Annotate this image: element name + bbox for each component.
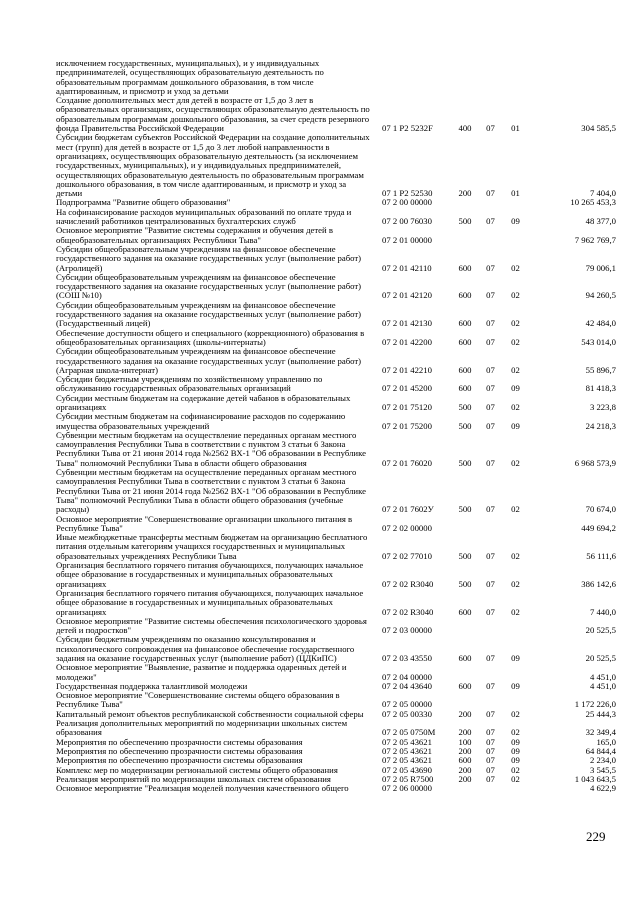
cell-sum: 165,0 bbox=[596, 736, 616, 747]
cell-vr: 500 bbox=[458, 420, 472, 431]
table-row bbox=[56, 375, 616, 394]
cell-sum: 4 622,9 bbox=[589, 783, 616, 794]
cell-sum: 42 484,0 bbox=[585, 318, 616, 329]
cell-vr: 100 bbox=[458, 736, 472, 747]
cell-vr: 500 bbox=[458, 401, 472, 412]
table-row bbox=[56, 394, 616, 413]
table-row bbox=[56, 412, 616, 431]
cell-code: 07 2 05 00000 bbox=[382, 699, 432, 710]
cell-pr: 02 bbox=[511, 773, 520, 784]
cell-sum: 3 545,5 bbox=[589, 764, 616, 775]
cell-rz: 07 bbox=[486, 401, 495, 412]
cell-pr: 09 bbox=[511, 383, 520, 394]
table-row bbox=[56, 133, 616, 198]
cell-rz: 07 bbox=[486, 457, 495, 468]
cell-code: 07 2 05 00330 bbox=[382, 708, 432, 719]
table-row bbox=[56, 273, 616, 301]
cell-code: 07 1 P2 5232F bbox=[382, 123, 433, 134]
cell-name: Субсидии бюджетным учреждениям по оказанию консультирования и психологического сопровождения на финансовое обеспечение государственного задания на оказание государственных услуг (выполнение работ) (ЦДКиПС) bbox=[56, 634, 355, 663]
cell-name: Субсидии общеобразовательным учреждениям на финансовое обеспечение государственного задания на оказание государственных услуг (выполнение работ) (Агролицей) bbox=[56, 243, 362, 273]
cell-vr: 200 bbox=[458, 188, 472, 199]
cell-name: Создание дополнительных мест для детей в возрасте от 1,5 до 3 лет в образовательных организациях, осуществляющих образовательную деятельность по образовательным программам дошкольного образования, за счет средств резервного фонда Правительства Российской Федерации bbox=[56, 95, 370, 134]
cell-vr: 200 bbox=[458, 773, 472, 784]
cell-sum: 48 377,0 bbox=[585, 216, 616, 227]
cell-sum: 543 014,0 bbox=[581, 336, 616, 347]
cell-sum: 1 043 643,5 bbox=[574, 773, 616, 784]
table-row bbox=[56, 561, 616, 589]
cell-code: 07 2 01 45200 bbox=[382, 383, 432, 394]
cell-rz: 07 bbox=[486, 764, 495, 775]
budget-table bbox=[56, 59, 616, 793]
table-row bbox=[56, 533, 616, 561]
cell-name: Иные межбюджетные трансферты местным бюджетам на организацию бесплатного питания отдельным категориям учащихся государственных и муниципальных образовательных учреждениях Республики Тыва bbox=[56, 532, 368, 561]
cell-sum: 20 525,5 bbox=[585, 625, 616, 636]
cell-pr: 02 bbox=[511, 364, 520, 375]
cell-code: 07 2 01 76020 bbox=[382, 457, 432, 468]
cell-sum: 449 694,2 bbox=[581, 522, 616, 533]
cell-code: 07 2 02 77010 bbox=[382, 550, 432, 561]
cell-name: Подпрограмма "Развитие общего образования" bbox=[56, 197, 231, 208]
cell-vr: 600 bbox=[458, 383, 472, 394]
cell-pr: 02 bbox=[511, 578, 520, 589]
cell-pr: 02 bbox=[511, 336, 520, 347]
table-row bbox=[56, 347, 616, 375]
cell-name: Реализация мероприятий по модернизации школьных систем образования bbox=[56, 773, 331, 784]
cell-sum: 7 404,0 bbox=[589, 188, 616, 199]
table-row bbox=[56, 329, 616, 348]
cell-sum: 79 006,1 bbox=[585, 262, 616, 273]
cell-sum: 3 223,8 bbox=[589, 401, 616, 412]
cell-sum: 10 265 453,3 bbox=[570, 197, 616, 208]
cell-vr: 600 bbox=[458, 653, 472, 663]
table-row bbox=[56, 59, 616, 96]
cell-pr: 09 bbox=[511, 745, 520, 756]
cell-sum: 4 451,0 bbox=[589, 671, 616, 682]
cell-code: 07 2 01 00000 bbox=[382, 234, 432, 245]
cell-sum: 20 525,5 bbox=[585, 653, 616, 663]
cell-pr: 02 bbox=[511, 550, 520, 561]
cell-pr: 09 bbox=[511, 755, 520, 766]
cell-code: 07 2 01 42120 bbox=[382, 290, 432, 301]
cell-sum: 4 451,0 bbox=[589, 680, 616, 691]
cell-sum: 1 172 226,0 bbox=[574, 699, 616, 710]
cell-name: исключением государственных, муниципальных), и у индивидуальных предпринимателей, осуществляющих образовательную деятельность по образовательным программам дошкольного образования, в том числе адаптированным, и присмотр и уход за детьми bbox=[56, 58, 324, 96]
cell-name: Мероприятия по обеспечению прозрачности системы образования bbox=[56, 755, 303, 766]
cell-pr: 02 bbox=[511, 290, 520, 301]
cell-name: Субсидии бюджетным учреждениям по хозяйственному управлению по обслуживанию государственных образовательных организаций bbox=[56, 374, 323, 394]
table-row bbox=[56, 784, 616, 793]
cell-code: 07 2 05 0750М bbox=[382, 727, 436, 738]
table-row bbox=[56, 96, 616, 133]
cell-vr: 200 bbox=[458, 745, 472, 756]
cell-code: 07 2 02 00000 bbox=[382, 522, 432, 533]
cell-rz: 07 bbox=[486, 680, 495, 691]
cell-name: Организация бесплатного горячего питания обучающихся, получающих начальное общее образование в государственных и муниципальных образовательных организациях bbox=[56, 560, 364, 589]
cell-rz: 07 bbox=[486, 290, 495, 301]
cell-pr: 02 bbox=[511, 764, 520, 775]
table-row bbox=[56, 468, 616, 514]
cell-rz: 07 bbox=[486, 606, 495, 617]
cell-pr: 02 bbox=[511, 708, 520, 719]
cell-pr: 02 bbox=[511, 318, 520, 329]
cell-code: 07 2 01 75200 bbox=[382, 420, 432, 431]
cell-pr: 02 bbox=[511, 727, 520, 738]
table-row bbox=[56, 617, 616, 636]
table-row bbox=[56, 719, 616, 738]
cell-pr: 01 bbox=[511, 123, 520, 134]
cell-code: 07 2 01 7602У bbox=[382, 504, 434, 515]
cell-code: 07 2 01 42130 bbox=[382, 318, 432, 329]
cell-sum: 7 962 769,7 bbox=[574, 234, 616, 245]
cell-name: Субсидии общеобразовательным учреждениям на финансовое обеспечение государственного задания на оказание государственных услуг (выполнение работ) (СОШ №10) bbox=[56, 271, 362, 301]
cell-sum: 7 440,0 bbox=[589, 606, 616, 617]
cell-vr: 200 bbox=[458, 708, 472, 719]
cell-code: 07 2 02 R3040 bbox=[382, 606, 434, 617]
table-row bbox=[56, 663, 616, 682]
cell-pr: 09 bbox=[511, 653, 520, 663]
cell-rz: 07 bbox=[486, 736, 495, 747]
cell-pr: 09 bbox=[511, 680, 520, 691]
table-row bbox=[56, 431, 616, 468]
cell-code: 07 2 04 00000 bbox=[382, 671, 432, 682]
cell-sum: 55 896,7 bbox=[585, 364, 616, 375]
cell-rz: 07 bbox=[486, 653, 495, 663]
cell-vr: 500 bbox=[458, 550, 472, 561]
cell-rz: 07 bbox=[486, 755, 495, 766]
cell-name: Основное мероприятие "Реализация моделей получения качественного общего bbox=[56, 783, 349, 794]
cell-code: 07 2 06 00000 bbox=[382, 783, 432, 794]
cell-code: 07 2 03 00000 bbox=[382, 625, 432, 636]
table-row bbox=[56, 208, 616, 227]
cell-rz: 07 bbox=[486, 773, 495, 784]
cell-vr: 600 bbox=[458, 262, 472, 273]
cell-rz: 07 bbox=[486, 727, 495, 738]
cell-vr: 600 bbox=[458, 318, 472, 329]
cell-pr: 09 bbox=[511, 420, 520, 431]
cell-rz: 07 bbox=[486, 420, 495, 431]
cell-sum: 25 444,3 bbox=[585, 708, 616, 719]
cell-code: 07 2 04 43640 bbox=[382, 680, 432, 691]
cell-vr: 200 bbox=[458, 764, 472, 775]
cell-code: 07 2 03 43550 bbox=[382, 653, 432, 663]
cell-pr: 02 bbox=[511, 457, 520, 468]
cell-rz: 07 bbox=[486, 262, 495, 273]
cell-vr: 500 bbox=[458, 578, 472, 589]
cell-vr: 600 bbox=[458, 680, 472, 691]
cell-pr: 09 bbox=[511, 736, 520, 747]
cell-name: Государственная поддержка талантливой молодежи bbox=[56, 680, 248, 691]
cell-code: 07 2 01 42110 bbox=[382, 262, 432, 273]
cell-sum: 304 585,5 bbox=[581, 123, 616, 134]
cell-name: Основное мероприятие "Совершенствование организации школьного питания в Республике Тыва" bbox=[56, 513, 353, 533]
table-row bbox=[56, 226, 616, 245]
page-number: 229 bbox=[586, 829, 606, 844]
cell-sum: 64 844,4 bbox=[585, 745, 616, 756]
cell-rz: 07 bbox=[486, 318, 495, 329]
cell-rz: 07 bbox=[486, 745, 495, 756]
cell-name: Мероприятия по обеспечению прозрачности системы образования bbox=[56, 736, 303, 747]
cell-code: 07 2 01 75120 bbox=[382, 401, 432, 412]
cell-rz: 07 bbox=[486, 123, 495, 134]
cell-name: Субсидии общеобразовательным учреждениям на финансовое обеспечение государственного задания на оказание государственных услуг (выполнение работ) (Аграрная школа-интернат) bbox=[56, 346, 362, 375]
cell-name: Основное мероприятие "Развитие системы обеспечения психологического здоровья детей и подростков" bbox=[56, 615, 367, 636]
cell-vr: 200 bbox=[458, 727, 472, 738]
cell-code: 07 2 01 42200 bbox=[382, 336, 432, 347]
cell-sum: 56 111,6 bbox=[586, 550, 616, 561]
cell-vr: 400 bbox=[458, 123, 472, 134]
cell-vr: 600 bbox=[458, 755, 472, 766]
cell-name: Основное мероприятие "Выявление, развитие и поддержка одаренных детей и молодежи" bbox=[56, 662, 347, 682]
cell-name: Основное мероприятие "Развитие системы содержания и обучения детей в общеобразовательных организациях Республики Тыва" bbox=[56, 225, 333, 245]
cell-name: Субвенции местным бюджетам на осуществление переданных органам местного самоуправления Республики Тыва в соответствии с пунктом 3 статьи 6 Закона Республики Тыва от 21 июня 2014 года №2562 ВХ-1 "Об образовании в Республике Тыва" полномочий Республики Тыва в области общего образования (учебные расходы) bbox=[56, 467, 366, 515]
cell-name: Субсидии общеобразовательным учреждениям на финансовое обеспечение государственного задания на оказание государственных услуг (выполнение работ) (Государственный лицей) bbox=[56, 299, 362, 329]
table-row bbox=[56, 635, 616, 663]
cell-code: 07 2 05 43621 bbox=[382, 736, 432, 747]
cell-name: Организация бесплатного горячего питания обучающихся, получающих начальное общее образование в государственных и муниципальных образовательных организациях bbox=[56, 587, 364, 617]
cell-name: Капитальный ремонт объектов республиканской собственности социальной сферы bbox=[56, 708, 364, 719]
cell-name: Субвенции местным бюджетам на осуществление переданных органам местного самоуправления Республики Тыва в соответствии с пунктом 3 статьи 6 Закона Республики Тыва от 21 июня 2014 года №2562 ВХ-1 "Об образовании в Республике Тыва" полномочий Республики Тыва в области общего образования bbox=[56, 429, 366, 468]
cell-name: Комплекс мер по модернизации региональной системы общего образования bbox=[56, 764, 338, 775]
cell-pr: 02 bbox=[511, 504, 520, 515]
cell-name: Основное мероприятие "Совершенствование системы общего образования в Республике Тыва" bbox=[56, 690, 340, 710]
cell-rz: 07 bbox=[486, 578, 495, 589]
cell-pr: 01 bbox=[511, 188, 520, 199]
cell-rz: 07 bbox=[486, 708, 495, 719]
cell-rz: 07 bbox=[486, 383, 495, 394]
cell-sum: 32 349,4 bbox=[585, 727, 616, 738]
cell-vr: 600 bbox=[458, 364, 472, 375]
cell-vr: 500 bbox=[458, 457, 472, 468]
cell-sum: 6 968 573,9 bbox=[574, 457, 616, 468]
cell-rz: 07 bbox=[486, 336, 495, 347]
cell-code: 07 2 00 00000 bbox=[382, 197, 432, 208]
table-row bbox=[56, 245, 616, 273]
cell-sum: 386 142,6 bbox=[581, 578, 616, 589]
cell-code: 07 1 P2 52530 bbox=[382, 188, 433, 199]
cell-pr: 02 bbox=[511, 262, 520, 273]
cell-sum: 70 674,0 bbox=[585, 504, 616, 515]
table-row bbox=[56, 589, 616, 617]
cell-code: 07 2 05 43621 bbox=[382, 745, 432, 756]
cell-name: На софинансирование расходов муниципальных образований по оплате труда и начислений работников централизованных бухгалтерских служб bbox=[56, 206, 352, 227]
cell-vr: 600 bbox=[458, 336, 472, 347]
cell-vr: 500 bbox=[458, 504, 472, 515]
cell-rz: 07 bbox=[486, 188, 495, 199]
cell-name: Субсидии местным бюджетам на содержание детей чабанов в образовательных организациях bbox=[56, 392, 351, 412]
cell-vr: 600 bbox=[458, 290, 472, 301]
cell-sum: 24 218,3 bbox=[585, 420, 616, 431]
cell-code: 07 2 01 42210 bbox=[382, 364, 432, 375]
cell-pr: 02 bbox=[511, 401, 520, 412]
cell-rz: 07 bbox=[486, 216, 495, 227]
cell-vr: 600 bbox=[458, 606, 472, 617]
cell-sum: 94 260,5 bbox=[585, 290, 616, 301]
cell-rz: 07 bbox=[486, 364, 495, 375]
cell-name: Субсидии местным бюджетам на софинансирование расходов по содержанию имущества образовательных учреждений bbox=[56, 411, 346, 431]
table-row bbox=[56, 515, 616, 534]
cell-name: Реализация дополнительных мероприятий по модернизации школьных систем образования bbox=[56, 718, 348, 738]
cell-sum: 81 418,3 bbox=[585, 383, 616, 394]
cell-name: Субсидии бюджетам субъектов Российской Федерации на создание дополнительных мест (групп) для детей в возрасте от 1,5 до 3 лет любой направленности в организациях, осуществляющих образовательную деятельность (за исключением государственных, муниципальных), и у индивидуальных предпринимателей, осуществляющих образовательную деятельность по образовательным программам дошкольного образования, в том числе адаптированным, и присмотр и уход за детьми bbox=[56, 132, 370, 199]
table-row bbox=[56, 691, 616, 710]
cell-code: 07 2 02 R3040 bbox=[382, 578, 434, 589]
cell-code: 07 2 05 43690 bbox=[382, 764, 432, 775]
cell-sum: 2 234,0 bbox=[589, 755, 616, 766]
cell-pr: 09 bbox=[511, 216, 520, 227]
cell-code: 07 2 05 R7500 bbox=[382, 773, 434, 784]
cell-pr: 02 bbox=[511, 606, 520, 617]
cell-code: 07 2 00 76030 bbox=[382, 216, 432, 227]
cell-rz: 07 bbox=[486, 550, 495, 561]
cell-name: Обеспечение доступности общего и специального (коррекционного) образования в общеобразовательных организациях (школы-интернаты) bbox=[56, 327, 365, 347]
table-row bbox=[56, 301, 616, 329]
cell-code: 07 2 05 43621 bbox=[382, 755, 432, 766]
cell-rz: 07 bbox=[486, 504, 495, 515]
cell-vr: 500 bbox=[458, 216, 472, 227]
cell-name: Мероприятия по обеспечению прозрачности системы образования bbox=[56, 745, 303, 756]
